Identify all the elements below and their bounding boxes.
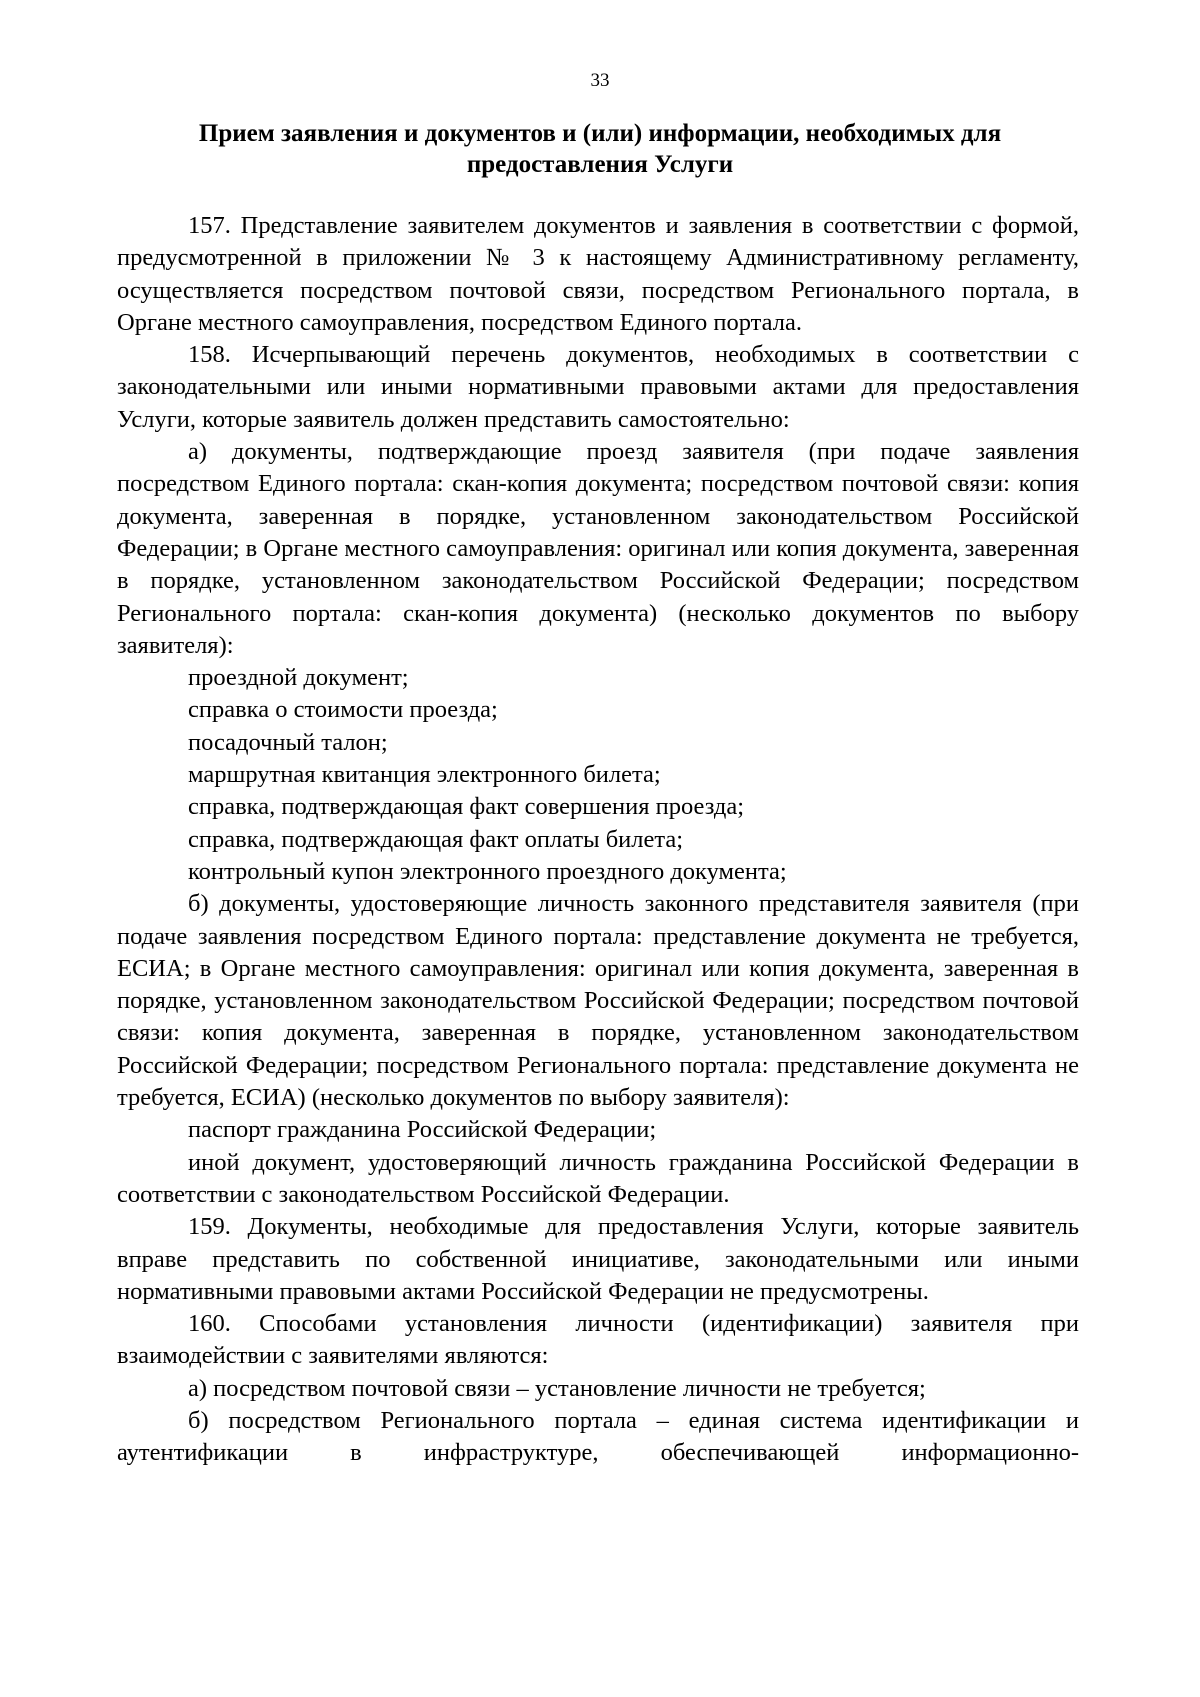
- list-item: справка, подтверждающая факт оплаты билета;: [188, 825, 684, 853]
- body-text: [117, 210, 1079, 1470]
- list-item: посадочный талон;: [188, 728, 388, 756]
- paragraph-158: 158. Исчерпывающий перечень документов, необходимых в соответствии с законодательными или иными нормативными правовыми актами для предоставления Услуги, которые заявитель должен представить самостоятельно:: [117, 341, 1079, 433]
- paragraph-160: 160. Способами установления личности (идентификации) заявителя при взаимодействии с заявителями являются:: [117, 1310, 1079, 1370]
- paragraph-160-a: а) посредством почтовой связи – установление личности не требуется;: [188, 1374, 926, 1402]
- list-item: проездной документ;: [188, 664, 409, 692]
- page-number: 33: [590, 70, 610, 91]
- section-heading-line: предоставления Услуги: [466, 151, 734, 178]
- list-item: иной документ, удостоверяющий личность гражданина Российской Федерации в соответствии с законодательством Российской Федерации.: [117, 1148, 1079, 1208]
- paragraph-160-b: б) посредством Регионального портала – единая система идентификации и аутентификации в инфраструктуре, обеспечивающей информационно-: [117, 1406, 1079, 1467]
- list-item: маршрутная квитанция электронного билета;: [188, 761, 661, 789]
- list-item: контрольный купон электронного проездного документа;: [188, 857, 787, 885]
- paragraph-158-b: б) документы, удостоверяющие личность законного представителя заявителя (при подаче заявления посредством Единого портала: представление документа не требуется, ЕСИА; в Органе местного самоуправления: оригинал или копия документа, заверенная в порядке, установленном законодательством Российской Федерации; посредством почтовой связи: копия документа, заверенная в порядке, установленном законодательством Российской Федерации; посредством Регионального портала: представление документа не требуется, ЕСИА) (несколько документов по выбору заявителя):: [117, 890, 1079, 1112]
- section-heading-line: Прием заявления и документов и (или) информации, необходимых для: [198, 120, 1002, 147]
- paragraph-158-a: а) документы, подтверждающие проезд заявителя (при подаче заявления посредством Единого портала: скан-копия документа; посредством почтовой связи: копия документа, заверенная в порядке, установленном законодательством Российской Федерации; в Органе местного самоуправления: оригинал или копия документа, заверенная в порядке, установленном законодательством Российской Федерации; посредством Регионального портала: скан-копия документа) (несколько документов по выбору заявителя):: [117, 438, 1079, 659]
- paragraph-159: 159. Документы, необходимые для предоставления Услуги, которые заявитель вправе представить по собственной инициативе, законодательными или иными нормативными правовыми актами Российской Федерации не предусмотрены.: [117, 1213, 1079, 1305]
- paragraph-157: 157. Представление заявителем документов и заявления в соответствии с формой, предусмотренной в приложении № 3 к настоящему Административному регламенту, осуществляется посредством почтовой связи, посредством Регионального портала, в Органе местного самоуправления, посредством Единого портала.: [117, 212, 1079, 336]
- list-item: справка о стоимости проезда;: [188, 696, 498, 724]
- section-heading: [120, 118, 1080, 180]
- list-item: паспорт гражданина Российской Федерации;: [188, 1116, 657, 1144]
- list-item: справка, подтверждающая факт совершения проезда;: [188, 793, 745, 821]
